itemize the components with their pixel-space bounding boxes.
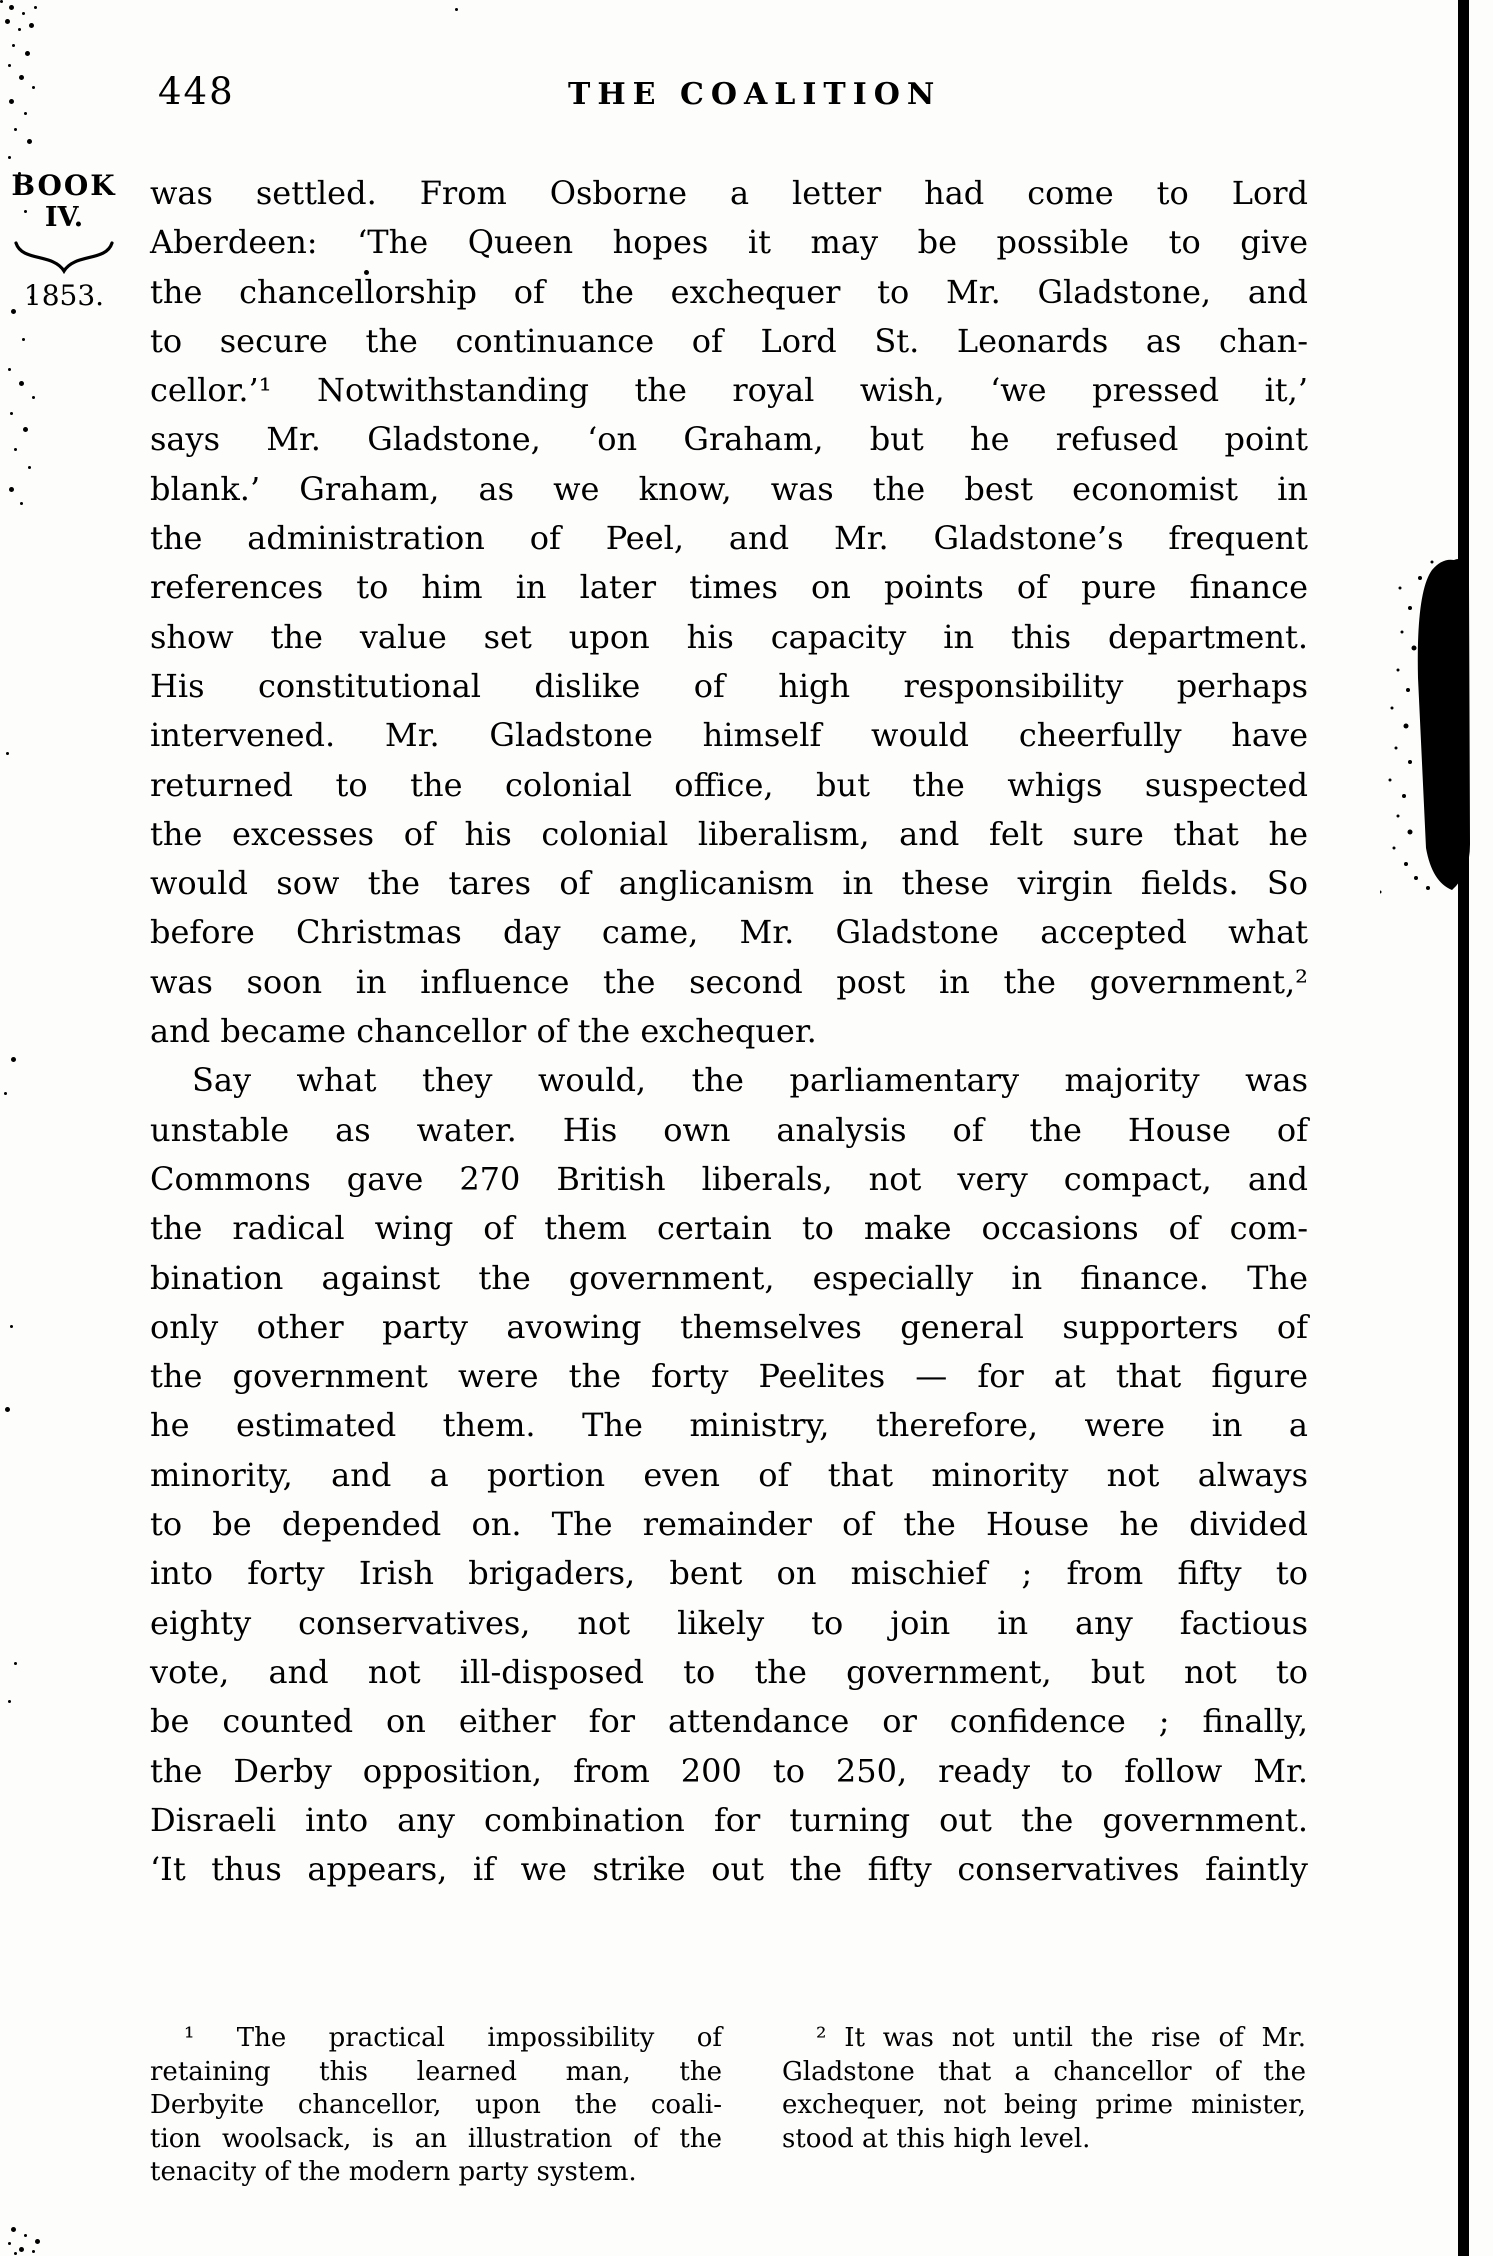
page-number: 448 xyxy=(158,70,235,113)
body-text-line: eighty conservatives, not likely to join in any factious xyxy=(150,1603,1308,1642)
margin-book-volume: IV. xyxy=(44,202,84,233)
footnote-line: retaining this learned man, the xyxy=(150,2056,722,2087)
body-text-line: His constitutional dislike of high responsibility perhaps xyxy=(150,666,1308,705)
body-text-line: vote, and not ill-disposed to the government, but not to xyxy=(150,1652,1308,1691)
running-title: THE COALITION xyxy=(568,77,942,112)
body-text-line: unstable as water. His own analysis of the House of xyxy=(150,1110,1308,1149)
body-text-line: the chancellorship of the exchequer to Mr. Gladstone, and xyxy=(150,272,1308,311)
body-text-line: he estimated them. The ministry, therefore, were in a xyxy=(150,1406,1308,1445)
body-text-line: and became chancellor of the exchequer. xyxy=(150,1012,817,1051)
footnote-line: exchequer, not being prime minister, xyxy=(782,2090,1306,2120)
body-text-line: was settled. From Osborne a letter had come to Lord xyxy=(150,174,1308,212)
scan-speckle-noise xyxy=(0,0,3,3)
ink-smudge xyxy=(1380,548,1472,900)
margin-year: 1853. xyxy=(23,279,105,312)
footnote-line: Derbyite chancellor, upon the coali- xyxy=(150,2090,722,2120)
footnote-line: tenacity of the modern party system. xyxy=(150,2157,637,2187)
body-text-line: the administration of Peel, and Mr. Gladstone’s frequent xyxy=(150,519,1308,558)
body-text-line: minority, and a portion even of that minority not always xyxy=(150,1455,1308,1494)
body-text-line: to be depended on. The remainder of the House he divided xyxy=(150,1505,1308,1544)
body-text-line: would sow the tares of anglicanism in these virgin fields. So xyxy=(150,864,1308,903)
body-text-line: Say what they would, the parliamentary majority was xyxy=(192,1061,1308,1100)
body-text-line: be counted on either for attendance or confidence ; finally, xyxy=(150,1702,1308,1741)
body-text-line: ‘It thus appears, if we strike out the fifty conservatives faintly xyxy=(150,1850,1308,1889)
book-gutter-shadow-bar xyxy=(1458,0,1469,2256)
margin-note xyxy=(6,170,122,312)
body-text-line: says Mr. Gladstone, ‘on Graham, but he refused point xyxy=(150,420,1308,459)
margin-book-label: BOOK xyxy=(11,169,117,202)
underbrace-icon xyxy=(13,240,115,276)
body-text-line: Aberdeen: ‘The Queen hopes it may be possible to give xyxy=(150,223,1308,262)
body-text-line: the government were the forty Peelites — for at that figure xyxy=(150,1357,1308,1396)
body-text-line: show the value set upon his capacity in this department. xyxy=(150,617,1308,656)
footnote-2 xyxy=(782,2022,1306,2156)
footnote-line: tion woolsack, is an illustration of the xyxy=(150,2123,722,2154)
body-text-line: returned to the colonial office, but the whigs suspected xyxy=(150,765,1308,804)
body-text-line: blank.’ Graham, as we know, was the best economist in xyxy=(150,469,1308,508)
body-text-line: the radical wing of them certain to make occasions of com- xyxy=(150,1209,1308,1248)
body-text-line: cellor.’¹ Notwithstanding the royal wish, ‘we pressed it,’ xyxy=(150,371,1308,410)
footnote-line: Gladstone that a chancellor of the xyxy=(782,2056,1306,2087)
body-text-line: into forty Irish brigaders, bent on mischief ; from fifty to xyxy=(150,1554,1308,1593)
body-text-line: references to him in later times on points of pure finance xyxy=(150,568,1308,607)
body-text-line: only other party avowing themselves general supporters of xyxy=(150,1307,1308,1346)
footnote-line: stood at this high level. xyxy=(782,2123,1091,2154)
body-text-line: intervened. Mr. Gladstone himself would cheerfully have xyxy=(150,716,1308,755)
body-text-line: bination against the government, especially in finance. The xyxy=(150,1258,1308,1297)
footnote-line: ² It was not until the rise of Mr. xyxy=(816,2023,1306,2053)
body-text-line: to secure the continuance of Lord St. Leonards as chan- xyxy=(150,321,1308,360)
footnote-line: ¹ The practical impossibility of xyxy=(184,2023,722,2053)
body-text-line: Disraeli into any combination for turning out the government. xyxy=(150,1800,1308,1839)
body-text-line: was soon in influence the second post in the government,² xyxy=(150,962,1308,1001)
body-text-line: Commons gave 270 British liberals, not very compact, and xyxy=(150,1159,1308,1198)
body-text-line: the Derby opposition, from 200 to 250, ready to follow Mr. xyxy=(150,1751,1308,1790)
body-text-line: before Christmas day came, Mr. Gladstone accepted what xyxy=(150,913,1308,952)
footnote-1 xyxy=(150,2022,722,2190)
body-text-line: the excesses of his colonial liberalism, and felt sure that he xyxy=(150,814,1308,853)
body-text xyxy=(150,169,1308,1894)
